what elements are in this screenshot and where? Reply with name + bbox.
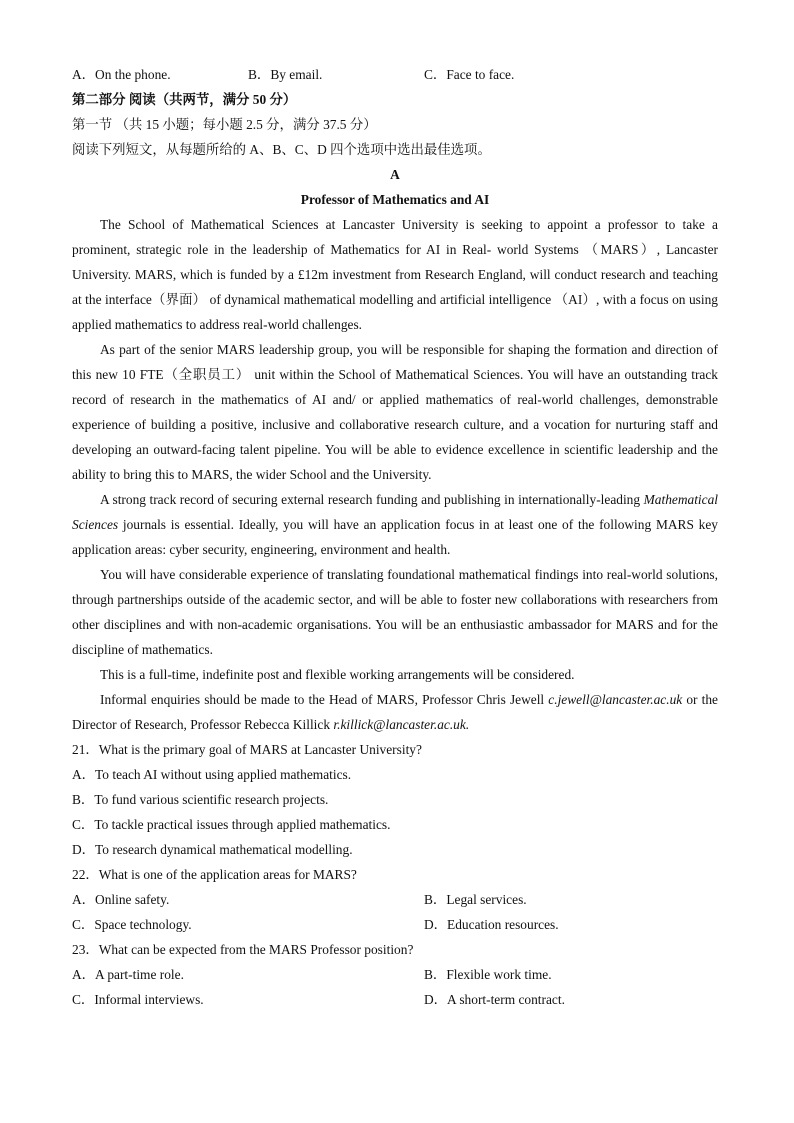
question-21-option-a: A．To teach AI without using applied mathematics. xyxy=(72,767,352,782)
passage-paragraph-3 xyxy=(72,487,718,562)
previous-question-options xyxy=(72,62,718,87)
paragraph-6-text-a: Informal enquiries should be made to the Head of MARS, Professor Chris Jewell xyxy=(100,692,549,707)
question-23-stem: 23．What can be expected from the MARS Professor position? xyxy=(72,942,414,957)
question-22-options-row-1 xyxy=(72,887,718,912)
question-22-option-d: D．Education resources. xyxy=(424,917,559,932)
paragraph-3-text-a: A strong track record of securing external research funding and publishing in internationally-leading xyxy=(100,492,644,507)
passage-letter: A xyxy=(390,167,400,182)
exam-page xyxy=(72,62,718,1012)
passage-paragraph-6 xyxy=(72,687,718,737)
section-instruction: 阅读下列短文，从每题所给的 A、B、C、D 四个选项中选出最佳选项。 xyxy=(72,142,491,157)
question-21-stem: 21．What is the primary goal of MARS at Lancaster University? xyxy=(72,742,422,757)
section-title: 第二部分 阅读（共两节，满分 50 分） xyxy=(72,92,297,107)
question-22-stem: 22．What is one of the application areas for MARS? xyxy=(72,867,357,882)
question-23-options-row-2 xyxy=(72,987,718,1012)
question-23-options-row-1 xyxy=(72,962,718,987)
passage-paragraph-1: The School of Mathematical Sciences at Lancaster University is seeking to appoint a professor to take a prominent, strategic role in the leadership of Mathematics for AI in Real- world Systems （MARS）, Lancaster University. MARS, which is funded by a £12m investment from Research England, will conduct research and teaching at the interface（界面） of dynamical mathematical modelling and artificial intelligence （AI）, with a focus on using applied mathematics to address real-world challenges. xyxy=(72,217,718,332)
email-killick: r.killick@lancaster.ac.uk. xyxy=(333,717,470,732)
question-23-option-b: B．Flexible work time. xyxy=(424,967,552,982)
journal-name: Mathematical Sciences xyxy=(72,492,718,532)
question-21-option-b: B．To fund various scientific research projects. xyxy=(72,792,329,807)
option-c: C．Face to face. xyxy=(424,67,515,82)
paragraph-3-text-b: journals is essential. Ideally, you will have an application focus in at least one of the following MARS key application areas: cyber security, engineering, environment and health. xyxy=(72,517,718,557)
passage-paragraph-4: You will have considerable experience of translating foundational mathematical findings into real-world solutions, through partnerships outside of the academic sector, and will be able to foster new collaborations with researchers from other disciplines and with non-academic organisations. You will be an enthusiastic ambassador for MARS and for the discipline of mathematics. xyxy=(72,567,718,657)
question-21-option-d: D．To research dynamical mathematical modelling. xyxy=(72,842,353,857)
question-22-option-a: A．Online safety. xyxy=(72,892,170,907)
option-b: B．By email. xyxy=(248,67,323,82)
question-22-option-c: C．Space technology. xyxy=(72,917,192,932)
question-23-option-a: A．A part-time role. xyxy=(72,967,184,982)
passage-paragraph-2: As part of the senior MARS leadership group, you will be responsible for shaping the formation and direction of this new 10 FTE（全职员工） unit within the School of Mathematical Sciences. You will have an outstanding track record of research in the mathematics of AI and/ or applied mathematics of real-world challenges, demonstrable experience of building a positive, inclusive and collaborative research culture, and a vocation for nurturing staff and developing an outward-facing talent pipeline. You will be able to evidence excellence in scientific leadership and the ability to bring this to MARS, the wider School and the University. xyxy=(72,342,718,482)
email-jewell: c.jewell@lancaster.ac.uk xyxy=(548,692,683,707)
question-23-option-c: C．Informal interviews. xyxy=(72,992,204,1007)
section-subtitle: 第一节 （共 15 小题；每小题 2.5 分，满分 37.5 分） xyxy=(72,117,377,132)
question-22-options-row-2 xyxy=(72,912,718,937)
passage-paragraph-5: This is a full-time, indefinite post and flexible working arrangements will be considered. xyxy=(100,667,575,682)
paragraph-6-text-b: or the Director of Research, Professor Rebecca Killick xyxy=(72,692,718,732)
option-a: A．On the phone. xyxy=(72,67,171,82)
question-21-option-c: C．To tackle practical issues through applied mathematics. xyxy=(72,817,391,832)
passage-title: Professor of Mathematics and AI xyxy=(300,192,490,207)
question-23-option-d: D．A short-term contract. xyxy=(424,992,565,1007)
question-22-option-b: B．Legal services. xyxy=(424,892,527,907)
